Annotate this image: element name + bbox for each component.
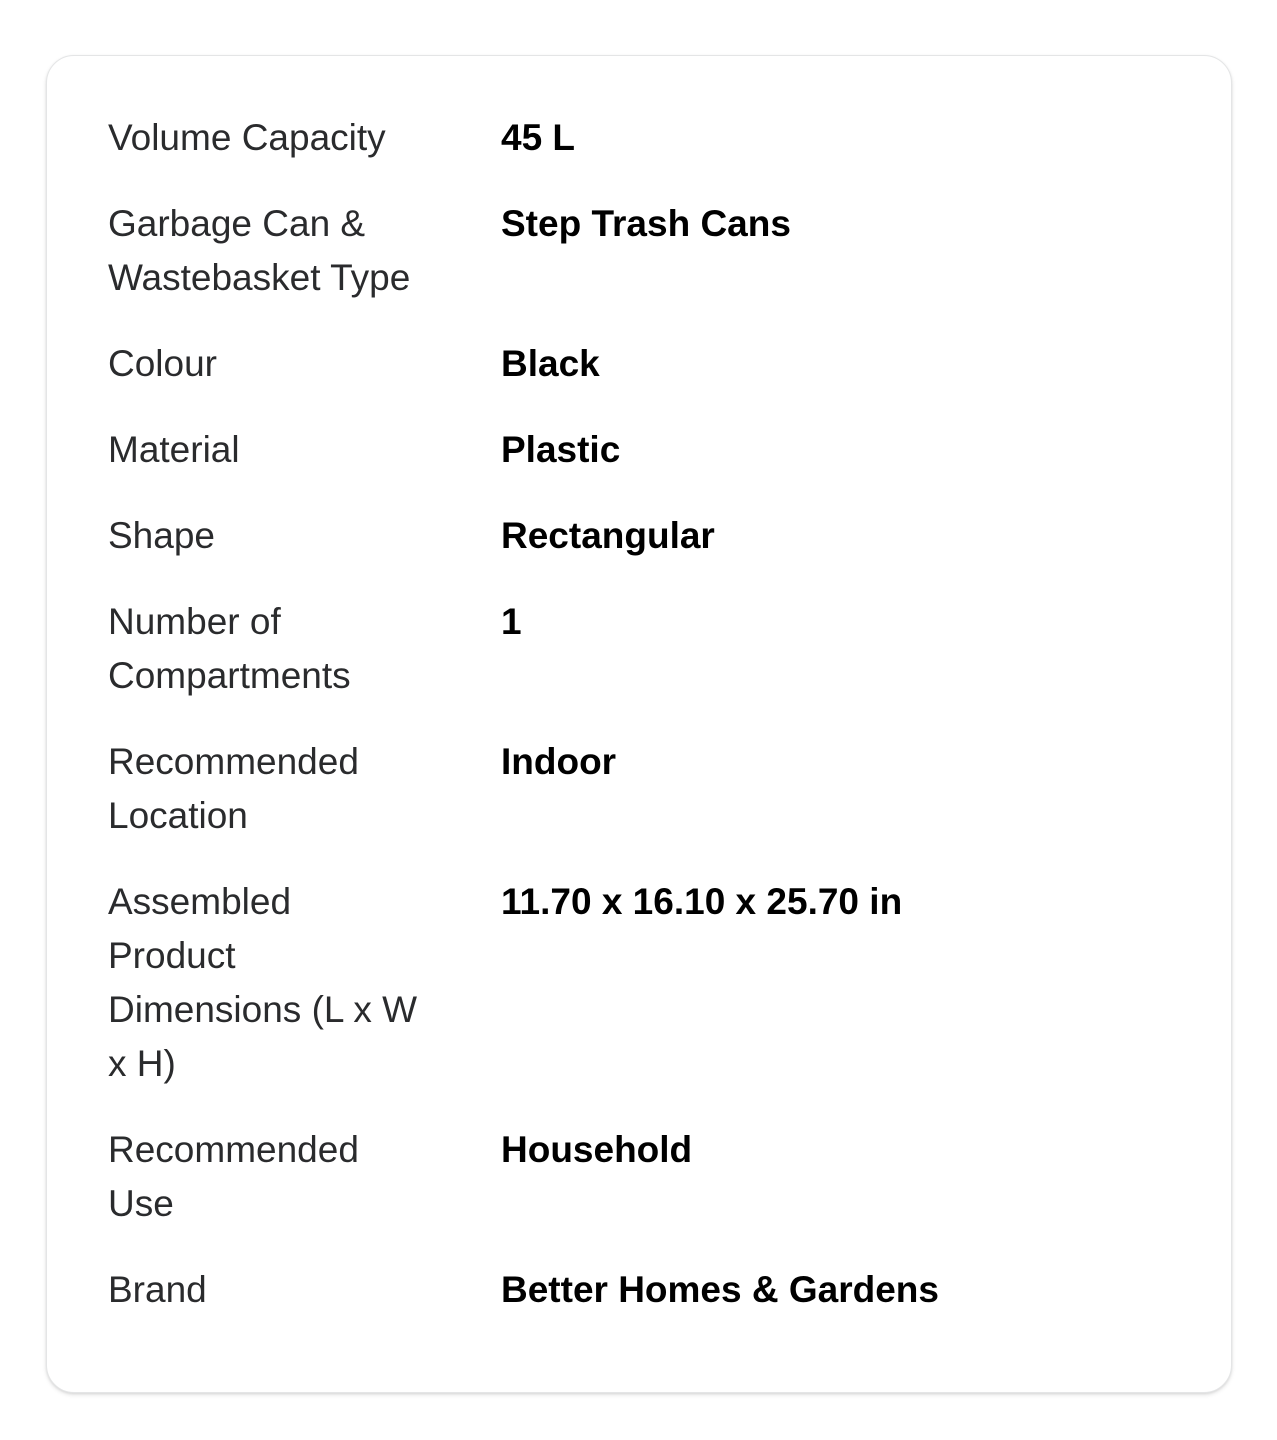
spec-value: 1 — [501, 601, 522, 642]
spec-row-material — [108, 423, 1171, 477]
spec-label: Assembled Product Dimensions (L x W x H) — [108, 881, 418, 1084]
spec-label: Volume Capacity — [108, 117, 386, 158]
spec-row-shape — [108, 509, 1171, 563]
spec-value: Household — [501, 1129, 693, 1170]
spec-row-number-of-compartments — [108, 595, 1171, 703]
spec-row-volume-capacity — [108, 111, 1171, 165]
spec-value: 45 L — [501, 117, 576, 158]
spec-row-brand — [108, 1263, 1171, 1317]
spec-value: Step Trash Cans — [501, 203, 791, 244]
spec-label: Colour — [108, 343, 217, 384]
spec-label: Number of Compartments — [108, 601, 351, 696]
spec-value: Better Homes & Gardens — [501, 1269, 939, 1310]
product-specifications-card — [46, 55, 1232, 1393]
spec-value: Black — [501, 343, 600, 384]
spec-row-garbage-can-type — [108, 197, 1171, 305]
spec-row-colour — [108, 337, 1171, 391]
spec-value: 11.70 x 16.10 x 25.70 in — [501, 881, 903, 922]
spec-row-recommended-use — [108, 1123, 1171, 1231]
spec-label: Material — [108, 429, 240, 470]
spec-value: Indoor — [501, 741, 617, 782]
spec-label: Recommended Use — [108, 1129, 359, 1224]
spec-row-recommended-location — [108, 735, 1171, 843]
spec-label: Brand — [108, 1269, 207, 1310]
spec-label: Garbage Can & Wastebasket Type — [108, 203, 411, 298]
spec-value: Rectangular — [501, 515, 715, 556]
spec-row-assembled-dimensions — [108, 875, 1171, 1091]
spec-value: Plastic — [501, 429, 621, 470]
spec-label: Recommended Location — [108, 741, 359, 836]
spec-label: Shape — [108, 515, 215, 556]
